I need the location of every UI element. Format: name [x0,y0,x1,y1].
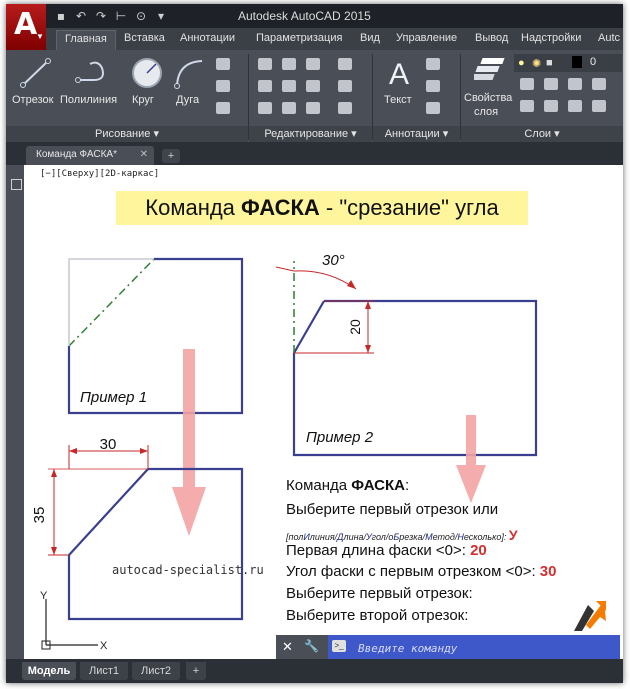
tab-layout2[interactable]: Лист2 [132,662,180,680]
site-logo [570,595,610,635]
dim-35-text: 35 [31,506,48,524]
tab-addins[interactable]: Надстройки [521,32,582,44]
cmd-options: [полИлиния/Длина/Угол/оБрезка/Метод/Несколько]: У [286,527,518,543]
gradient-icon[interactable] [216,102,230,114]
workspace-icon[interactable]: ⊙ [135,9,147,23]
circle-icon[interactable] [130,56,164,90]
viewport-menu-icon[interactable] [11,179,22,190]
app-title: Autodesk AutoCAD 2015 [238,9,371,23]
tab-annotate[interactable]: Аннотации [180,32,235,44]
current-layer-name: 0 [590,56,597,68]
dim-30-text: 30 [99,436,117,453]
arc-tool-label[interactable]: Дуга [176,94,200,106]
autocad-logo: A [14,7,38,42]
offset-icon[interactable] [338,102,352,114]
chevron-down-icon: ▼ [36,32,44,41]
polyline-icon[interactable] [72,56,112,90]
tab-output[interactable]: Вывод [475,32,509,44]
site-watermark: autocad-specialist.ru [112,563,264,577]
example1-label: Пример 1 [80,389,148,406]
save-icon[interactable]: ▪ [56,9,66,23]
lock-icon: ■ [546,57,553,69]
line-icon[interactable] [18,56,54,90]
close-icon[interactable]: ✕ [282,639,293,654]
copy-icon[interactable] [258,80,272,92]
tab-parametric[interactable]: Параметризация [256,32,343,44]
erase-icon[interactable] [338,58,352,70]
quick-access-toolbar [54,8,168,24]
rotate-icon[interactable] [282,58,296,70]
example2-label: Пример 2 [306,429,374,446]
layer-color-swatch [572,56,582,68]
prompt-icon[interactable]: >_ [332,640,346,652]
layer-tool-4-icon[interactable] [592,78,606,90]
text-icon[interactable] [384,56,414,90]
undo-icon[interactable]: ↶ [75,9,87,23]
drawing-title-banner: Команда ФАСКА - "срезание" угла [116,191,528,225]
ucs-x-label: X [100,640,108,652]
panel-layers-label[interactable]: Слои ▾ [461,126,623,142]
viewport-controls[interactable]: [−][Сверху][2D-каркас] [40,169,160,179]
cmd-line-2: Выберите первый отрезок или [286,501,499,518]
arrow-down-1 [172,349,206,536]
document-tab[interactable] [26,146,154,165]
array-icon[interactable] [306,102,320,114]
ribbon-tab-bar [46,28,623,50]
polyline-tool-label[interactable]: Полилиния [60,94,118,106]
tab-layout1[interactable]: Лист1 [80,662,128,680]
mirror-icon[interactable] [282,80,296,92]
move-icon[interactable] [258,58,272,70]
close-icon[interactable]: ✕ [139,149,148,160]
drawing-area[interactable] [24,165,623,659]
autocad-window [6,4,623,683]
layer-tool-1-icon[interactable] [520,78,534,90]
table-icon[interactable] [426,102,440,114]
dim-20-text: 20 [347,319,363,335]
redo-icon[interactable]: ↷ [95,9,107,23]
example1-chamfer-line [69,259,154,346]
hatch-icon[interactable] [216,80,230,92]
application-menu-button[interactable] [6,4,46,50]
layer-tool-6-icon[interactable] [544,100,558,112]
lightbulb-icon: ● [518,57,525,69]
layout-tab-bar [6,659,623,683]
text-tool-label[interactable]: Текст [384,94,412,106]
ucs-y-label: Y [40,590,48,602]
layer-tool-7-icon[interactable] [568,100,582,112]
arc-icon[interactable] [172,56,206,90]
layer-tool-3-icon[interactable] [568,78,582,90]
example1-result-shape [69,469,242,619]
panel-modify-label[interactable]: Редактирование ▾ [249,126,372,142]
customize-icon[interactable]: ▾ [157,9,165,23]
leader-icon[interactable] [426,80,440,92]
cmd-line-5: Угол фаски с первым отрезком <0>: 30 [286,563,557,580]
cmd-line-6: Выберите первый отрезок: [286,585,473,602]
layer-properties-icon[interactable] [474,54,508,88]
cmd-line-7: Выберите второй отрезок: [286,607,469,624]
explode-icon[interactable] [338,80,352,92]
circle-tool-label[interactable]: Круг [132,94,154,106]
cmd-line-4: Первая длина фаски <0>: 20 [286,542,487,559]
document-tab-label: Команда ФАСКА* [36,149,117,160]
measure-icon[interactable]: ⊢ [115,9,127,23]
layer-tool-8-icon[interactable] [592,100,606,112]
line-tool-label[interactable]: Отрезок [12,94,54,106]
panel-annotation-label[interactable]: Аннотации ▾ [373,126,460,142]
svg-text:A: A [388,58,410,90]
document-tab-bar [6,143,623,165]
tab-manage[interactable]: Управление [396,32,458,44]
tab-autodesk[interactable]: Autc [598,32,621,44]
tab-model[interactable]: Модель [22,662,76,680]
ribbon [6,50,623,143]
cmd-line-1: Команда ФАСКА: [286,477,410,494]
arrow-down-2 [456,415,486,503]
new-tab-button[interactable]: + [162,149,180,163]
layer-tool-5-icon[interactable] [520,100,534,112]
tab-home[interactable]: Главная [56,30,116,50]
rectangle-icon[interactable] [216,58,230,70]
layer-properties-label-2[interactable]: слоя [474,106,499,118]
layer-properties-label-1[interactable]: Свойства [464,92,513,104]
panel-draw-label[interactable]: Рисование ▾ [6,126,248,142]
angle-30-text: 30° [322,252,345,269]
linear-dimension-icon[interactable] [426,58,440,70]
tab-insert[interactable]: Вставка [124,32,165,44]
angle-arc [294,271,356,289]
tab-view[interactable]: Вид [360,32,380,44]
drawing-left-strip [6,165,24,659]
layer-dropdown[interactable] [514,54,622,72]
command-line [276,635,620,659]
add-layout-button[interactable]: + [186,662,206,680]
fillet-icon[interactable] [306,80,320,92]
command-input[interactable] [356,640,610,656]
stretch-icon[interactable] [258,102,272,114]
scale-icon[interactable] [282,102,296,114]
sun-icon: ✺ [532,58,542,70]
wrench-icon[interactable]: 🔧 [304,639,319,653]
layer-tool-2-icon[interactable] [544,78,558,90]
trim-icon[interactable] [306,58,320,70]
